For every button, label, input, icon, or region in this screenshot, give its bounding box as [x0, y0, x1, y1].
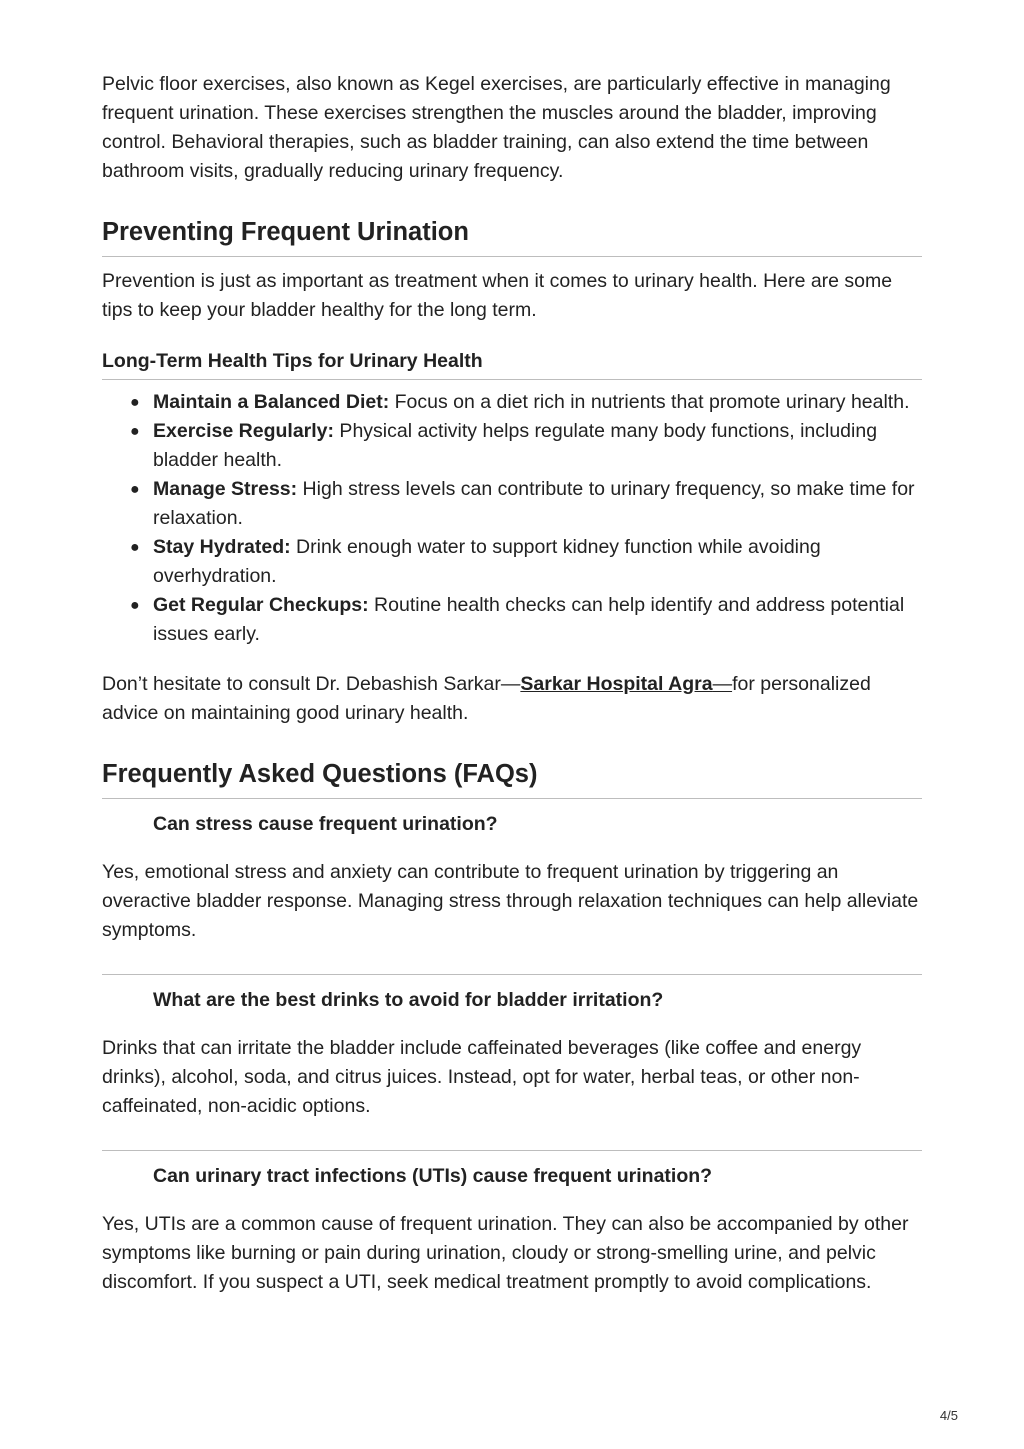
article-content: [102, 70, 922, 1297]
tips-list: [102, 388, 922, 649]
bullet-icon: ●: [130, 539, 140, 556]
faq-question: Can urinary tract infections (UTIs) cause frequent urination?: [153, 1165, 713, 1187]
faq-question: What are the best drinks to avoid for bladder irritation?: [153, 989, 664, 1011]
tip-title: Stay Hydrated:: [153, 536, 291, 558]
faq-answer: Yes, UTIs are a common cause of frequent urination. They can also be accompanied by other symptoms like burning or pain during urination, cloudy or strong-smelling urine, and pelvic discomfort. If you suspect a UTI, seek medical treatment promptly to avoid complications.: [102, 1213, 909, 1293]
faq-question: Can stress cause frequent urination?: [153, 813, 498, 835]
intro-paragraph: Pelvic floor exercises, also known as Kegel exercises, are particularly effective in managing frequent urination. These exercises strengthen the muscles around the bladder, improving control. Behavioral therapies, such as bladder training, can also extend the time between bathroom visits, gradually reducing urinary frequency.: [102, 73, 891, 182]
faq-answer: Yes, emotional stress and anxiety can contribute to frequent urination by triggering an overactive bladder response. Managing stress through relaxation techniques can help alleviate symptoms.: [102, 861, 919, 941]
preventing-paragraph: Prevention is just as important as treatment when it comes to urinary health. Here are some tips to keep your bladder healthy for the long term.: [102, 270, 893, 321]
sarkar-hospital-link[interactable]: Sarkar Hospital Agra: [520, 673, 713, 695]
tip-title: Maintain a Balanced Diet:: [153, 391, 390, 413]
list-item: [130, 388, 922, 417]
consult-text-after: for personalized advice on maintaining good urinary health.: [102, 673, 871, 724]
bullet-icon: ●: [130, 394, 140, 411]
consult-text-before: Don’t hesitate to consult Dr. Debashish Sarkar—: [102, 673, 521, 695]
tip-title: Manage Stress:: [153, 478, 298, 500]
section-heading-preventing: Preventing Frequent Urination: [102, 216, 922, 257]
tip-text: Routine health checks can help identify and address potential issues early.: [153, 594, 905, 645]
list-item: [130, 475, 922, 533]
list-item: [130, 591, 922, 649]
tip-text: High stress levels can contribute to urinary frequency, so make time for relaxation.: [153, 478, 915, 529]
list-item: [130, 533, 922, 591]
faq-answer: Drinks that can irritate the bladder include caffeinated beverages (like coffee and energy drinks), alcohol, soda, and citrus juices. Instead, opt for water, herbal teas, or other non-caffeinated, non-acidic options.: [102, 1037, 862, 1117]
bullet-icon: ●: [130, 481, 140, 498]
tip-title: Exercise Regularly:: [153, 420, 335, 442]
tip-text: Focus on a diet rich in nutrients that promote urinary health.: [389, 391, 910, 413]
bullet-icon: ●: [130, 597, 140, 614]
faq-divider: [102, 1150, 922, 1151]
list-item: [130, 417, 922, 475]
tip-title: Get Regular Checkups:: [153, 594, 369, 616]
faq-divider: [102, 974, 922, 975]
consult-dash: —: [712, 673, 733, 695]
tip-text: Drink enough water to support kidney function while avoiding overhydration.: [153, 536, 821, 587]
subheading-health-tips: Long-Term Health Tips for Urinary Health: [102, 348, 922, 380]
section-heading-faq: Frequently Asked Questions (FAQs): [102, 758, 922, 799]
bullet-icon: ●: [130, 423, 140, 440]
consult-paragraph: [102, 670, 922, 728]
tip-text: Physical activity helps regulate many body functions, including bladder health.: [153, 420, 878, 471]
page-number: 4/5: [939, 1408, 958, 1423]
